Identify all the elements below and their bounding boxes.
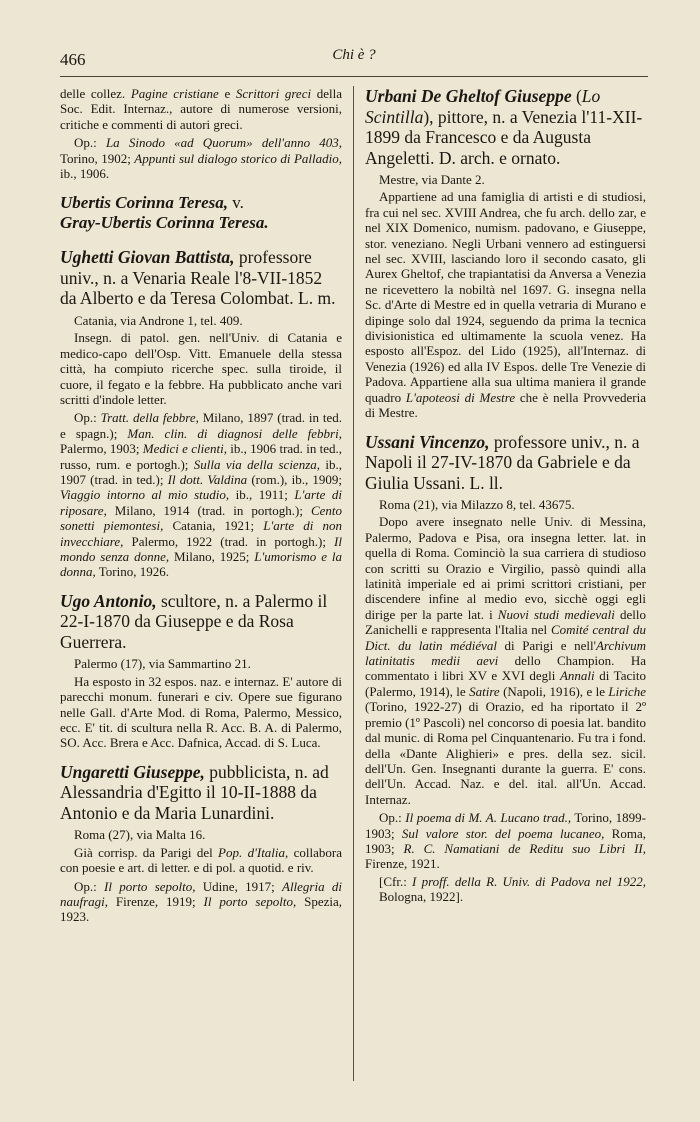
- crossref-target: Gray-Ubertis Corinna Teresa.: [60, 213, 269, 233]
- entry-heading: [60, 762, 342, 824]
- entry-text: [60, 845, 342, 876]
- continuation-text: [60, 86, 342, 132]
- text-run: ib., 1907 (trad. in ted.);: [60, 456, 342, 487]
- text-run: (rom.), ib., 1909;: [247, 472, 342, 487]
- entry-ussani: [365, 432, 646, 905]
- text-run: Op.:: [379, 810, 406, 826]
- entry-text: Insegn. di patol. gen. nell'Univ. di Catania e medico-capo dell'Osp. Vitt. Emanuele della stessa città, ha compiuto ricerche spec. sulla tiroide, il cuore, il fegato e la febbre. Ha pubblicato anche vari scritti d'indole letter.: [60, 330, 342, 407]
- crossref-name: Ubertis Corinna Teresa,: [60, 193, 228, 213]
- left-column: [60, 86, 342, 1082]
- entry-name: Ugo Antonio,: [60, 590, 157, 611]
- page-number: 466: [60, 50, 86, 69]
- entry-address: Roma (21), via Milazzo 8, tel. 43675.: [379, 497, 575, 512]
- text-run: Milano, 1914 (trad. in portogh.);: [106, 502, 311, 518]
- entry-address: Palermo (17), via Sammartino 21.: [74, 656, 251, 672]
- italic-run: Allegria di naufragi,: [60, 878, 342, 909]
- entry-name: Ughetti Giovan Battista,: [60, 247, 235, 268]
- entry-intro: scultore, n. a Palermo il 22-I-1870 da Giuseppe e da Rosa Guerrera.: [60, 590, 328, 652]
- text-run: Firenze, 1919;: [108, 893, 204, 909]
- entry-address: Catania, via Androne 1, tel. 409.: [74, 312, 243, 328]
- text-run: collabora con poesie e art. di letter. e di pol. a quotid. e riv.: [60, 844, 342, 876]
- column-divider: [353, 86, 354, 1081]
- text-run: Roma, 1903;: [365, 825, 646, 856]
- entry-name: Urbani De Gheltof Giuseppe: [365, 86, 572, 106]
- italic-run: Il mondo senza donne,: [60, 533, 342, 565]
- italic-run: L'arte di non invecchiare,: [60, 518, 342, 549]
- text-run: Palermo, 1922 (trad. in portogh.);: [123, 533, 335, 549]
- text-run: Op.:: [74, 878, 105, 894]
- italic-run: Cento sonetti piemontesi,: [60, 502, 342, 534]
- italic-run: Man. clin. di diagnosi delle febbri,: [127, 425, 342, 441]
- entry-intro: professore univ., n. a Venaria Reale l'8-VII-1852 da Alberto e da Teresa Colombat. L. m.: [60, 247, 336, 309]
- entry-name: Ussani Vincenzo,: [365, 431, 490, 452]
- entry-notes: [379, 874, 646, 905]
- crossref-entry: [60, 193, 342, 233]
- text-run: dello Zanichelli e rappresenta l'Italia nel: [365, 606, 646, 638]
- text-run: Torino, 1902;: [60, 150, 135, 166]
- text-run: Dopo avere insegnato nelle Univ. di Messina, Palermo, Padova e Pisa, ora insegna letter. lat. in quella di Roma. Cominciò la sua carriera di studioso con scritti su Orazio e Virgilio, passò quindi alla latinità imperiale ed ai primi scrittori cristiani, per discendere infine al medio evo, sicchè oggi egli dirige per la parte lat. i: [365, 514, 646, 622]
- italic-run: Annali: [559, 668, 595, 684]
- entry-name: Ungaretti Giuseppe,: [60, 761, 205, 782]
- italic-run: L'umorismo e la donna,: [60, 549, 342, 580]
- italic-run: Sul valore stor. del poema lucaneo,: [401, 825, 605, 841]
- text-run: (: [571, 86, 582, 106]
- italic-run: Il poema di M. A. Lucano trad.,: [405, 810, 572, 826]
- italic-run: Sulla via della scienza,: [193, 456, 321, 472]
- text-run: (Torino, 1922-27) di Orazio, ed ha riportato il 2º premio (1º Pascoli) nel concorso di poesia lat. bandito dal munic. di Roma pel Cinquantenario. Fu tra i fond. della «Dante Alighieri» e pres. della sez. sicil. dell'Un. Gen. Insegnanti durante la guerra. E' cons. dell'Un. Accad. Naz. e del. ital. all'Un. Accad. Internaz.: [365, 699, 646, 807]
- text-run: Palermo, 1903;: [60, 441, 143, 457]
- entry-heading: [365, 86, 646, 168]
- entry-works: [365, 810, 646, 872]
- italic-run: Pop. d'Italia,: [218, 844, 289, 860]
- text-run: e: [218, 86, 236, 101]
- entry-works: [60, 879, 342, 925]
- text-run: ib., 1906.: [60, 166, 110, 182]
- italic-run: Scrittori greci: [235, 86, 312, 101]
- italic-run: R. C. Namatiani de Reditu suo Libri II,: [403, 840, 646, 856]
- continuation-works: [60, 135, 342, 181]
- crossref-see: v.: [232, 193, 244, 213]
- entry-heading: [60, 247, 342, 309]
- italic-run: I proff. della R. Univ. di Padova nel 1922,: [412, 873, 646, 889]
- text-run: Op.:: [74, 135, 106, 151]
- entry-address: Roma (27), via Malta 16.: [74, 827, 206, 843]
- italic-run: Appunti sul dialogo storico di Palladio,: [134, 150, 342, 166]
- italic-run: Lo Scintilla: [365, 86, 601, 127]
- text-run: Firenze, 1921.: [365, 856, 440, 872]
- entry-ughetti: [60, 247, 342, 579]
- italic-run: Il porto sepolto,: [203, 893, 297, 909]
- italic-run: Nuovi studi medievali: [497, 606, 615, 622]
- text-run: della Soc. Edit. Internaz., autore di numerose versioni, critiche e commenti di autori greci.: [60, 86, 342, 132]
- text-run: Appartiene ad una famiglia di artisti e di studiosi, fra cui nel sec. XVIII Andrea, che fu arch. dello zar, e nel XIX Domenico, numism. padovano, e Giuseppe, stor. veneziano. Negli Urbani vennero ad estinguersi nel sec. XVIII, lasciando loro il secondo casato, gli Aurex Gheltof, che trapiantatisi da Anversa a Venezia ne ricevettero la nobiltà nel 1697. G. insegna nella Sc. d'Arte di Mestre ed in quella vetraria di Murano e dipinge solo dal 1924, seguendo da prima la tecnica divisionistica ed ultimamente la scuola venez. Ha esposto all'Espoz. del Lido (1925), all'Internaz. di Venezia (1926) ed alla IV Espos. delle Tre Venezie di Padova. Appartiene alla sua ultima maniera il grande quadro: [365, 189, 646, 405]
- text-run: di Tacito (Palermo, 1914), le: [365, 668, 646, 699]
- text-run: ), pittore, n. a Venezia l'11-XII-1899 da Francesco e da Augusta Angeletti. D. arch. e ornato.: [365, 106, 643, 168]
- italic-run: Pagine cristiane: [130, 86, 219, 101]
- entry-address: Mestre, via Dante 2.: [379, 172, 485, 187]
- text-run: ib., 1906 trad. in ted., russo, rum. e portogh.);: [60, 441, 342, 472]
- italic-run: Archivum latinitatis medii aevi: [365, 637, 646, 669]
- text-run: Torino, 1926.: [95, 564, 169, 580]
- text-run: Op.:: [74, 410, 101, 426]
- italic-run: Il porto sepolto,: [104, 878, 196, 894]
- italic-run: Tratt. della febbre,: [100, 410, 199, 426]
- text-run: (Napoli, 1916), e le: [499, 683, 609, 699]
- text-run: Milano, 1925;: [169, 549, 255, 565]
- page-header: [60, 40, 648, 77]
- italic-run: Il dott. Valdina: [167, 472, 248, 487]
- text-run: ib., 1911;: [229, 487, 295, 503]
- text-run: dello Champion. Ha commentato i libri XV e XVI degli: [365, 653, 646, 684]
- italic-run: Comité central du Dict. du latin médiéval: [365, 622, 646, 653]
- entry-ungaretti: [60, 762, 342, 925]
- text-run: professore univ., n. a Napoli il 27-IV-1870 da Gabriele e da Giulia Ussani. L. ll.: [365, 431, 640, 493]
- text-run: Bologna, 1922].: [379, 889, 464, 905]
- running-head: Chi è ?: [332, 47, 376, 63]
- italic-run: Satire: [469, 683, 500, 699]
- text-run: Spezia, 1923.: [60, 893, 342, 925]
- text-run: Milano, 1897 (trad. in ted. e spagn.);: [60, 410, 342, 441]
- entry-text: [365, 514, 646, 807]
- italic-run: La Sinodo «ad Quorum» dell'anno 403,: [105, 135, 342, 151]
- text-run: delle collez.: [60, 86, 131, 101]
- entry-ugo: [60, 591, 342, 751]
- text-run: Già corrisp. da Parigi del: [74, 844, 219, 860]
- italic-run: Liriche: [608, 683, 646, 699]
- entry-urbani: [365, 86, 646, 421]
- right-column: [365, 86, 646, 1082]
- entry-text: Ha esposto in 32 espos. naz. e internaz. E' autore di parecchi monum. funerari e civ. Opere sue figurano nelle Gall. d'Arte Mod. di Roma, Palermo, Messico, ecc. E' tit. di scultura nella R. Acc. B. A. di Palermo, SO. Acc. Brera e Acc. Dafnica, Accad. di S. Luca.: [60, 673, 342, 751]
- entry-heading: [60, 591, 342, 653]
- text-run: [Cfr.:: [379, 873, 413, 889]
- text-run: che è nella Provvederia di Mestre.: [365, 389, 646, 421]
- italic-run: Viaggio intorno al mio studio,: [60, 487, 230, 503]
- italic-run: L'apoteosi di Mestre: [405, 389, 516, 405]
- text-run: di Parigi e nell': [497, 637, 596, 653]
- italic-run: Medici e clienti,: [142, 441, 227, 457]
- entry-intro: pubblicista, n. ad Alessandria d'Egitto il 10-II-1888 da Antonio e da Maria Lunardini.: [60, 761, 329, 823]
- entry-continuation: [60, 86, 342, 181]
- entry-works: [60, 410, 342, 579]
- italic-run: L'arte di riposare,: [60, 487, 342, 518]
- entry-text: [365, 189, 646, 420]
- entry-heading: [365, 432, 646, 494]
- text-run: Catania, 1921;: [163, 518, 264, 534]
- text-run: Torino, 1899-1903;: [365, 810, 646, 841]
- text-run: Udine, 1917;: [195, 878, 282, 894]
